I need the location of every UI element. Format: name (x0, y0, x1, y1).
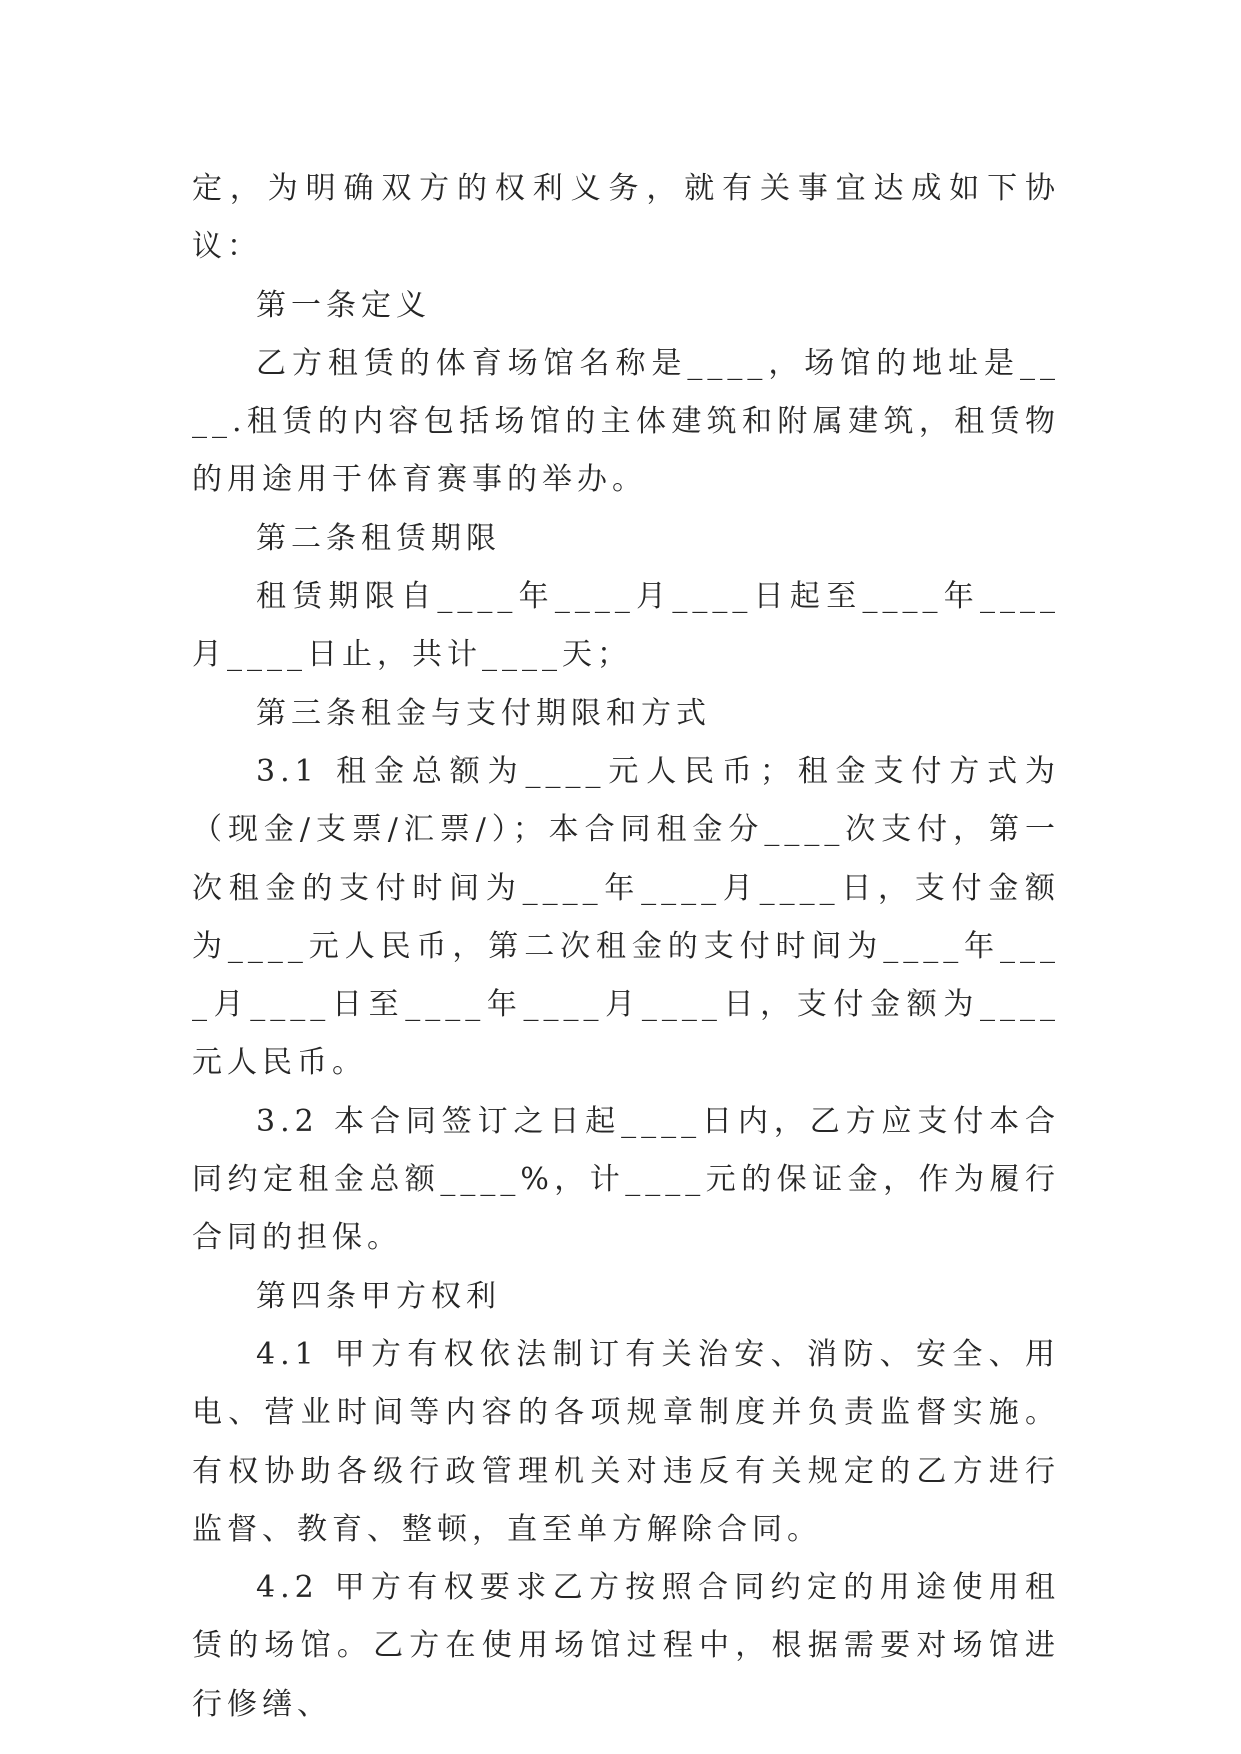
paragraph-article-2: 租赁期限自____年____月____日起至____年____月____日止，共计____天； (192, 579, 1060, 673)
paragraph-article-1: 乙方租赁的体育场馆名称是____，场馆的地址是____.租赁的内容包括场馆的主体建筑和附属建筑，租赁物的用途用于体育赛事的举办。 (192, 345, 1060, 498)
heading-article-2: 第二条租赁期限 (256, 520, 501, 556)
paragraph-intro: 定，为明确双方的权利义务，就有关事宜达成如下协议： (192, 171, 1060, 265)
paragraph-clause-3-2: 3.2 本合同签订之日起____日内，乙方应支付本合同约定租金总额____%，计____元的保证金，作为履行合同的担保。 (192, 1103, 1060, 1256)
heading-article-1: 第一条定义 (256, 287, 431, 323)
document-body (192, 160, 1060, 1734)
paragraph-clause-3-1: 3.1 租金总额为____元人民币；租金支付方式为（现金/支票/汇票/）；本合同租金分____次支付，第一次租金的支付时间为____年____月____日，支付金额为____元人民币，第二次租金的支付时间为____年____月____日至____年____月____日，支付金额为____元人民币。 (192, 753, 1060, 1081)
heading-article-3: 第三条租金与支付期限和方式 (256, 695, 711, 731)
paragraph-clause-4-1: 4.1 甲方有权依法制订有关治安、消防、安全、用电、营业时间等内容的各项规章制度并负责监督实施。有权协助各级行政管理机关对违反有关规定的乙方进行监督、教育、整顿，直至单方解除合同。 (192, 1336, 1060, 1547)
paragraph-clause-4-2: 4.2 甲方有权要求乙方按照合同约定的用途使用租赁的场馆。乙方在使用场馆过程中，根据需要对场馆进行修缮、 (192, 1570, 1060, 1722)
heading-article-4: 第四条甲方权利 (256, 1278, 501, 1314)
